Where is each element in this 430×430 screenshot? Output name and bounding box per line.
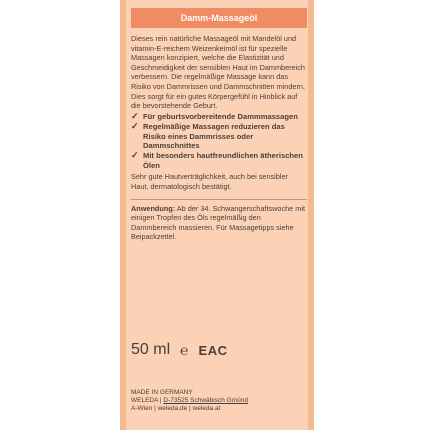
benefit-text: Für geburtsvorbereitende Dammmassagen (143, 111, 298, 121)
product-title: Damm-Massageöl (180, 13, 258, 23)
eac-certification-mark: EAC (198, 342, 228, 358)
address-line (131, 397, 248, 405)
package-edge-left (120, 0, 126, 430)
benefit-text: Mit besonders hautfreundlichen ätherischen Ölen (143, 151, 303, 170)
benefit-item (131, 151, 307, 170)
volume-label: 50 ml (131, 341, 171, 358)
benefit-list (131, 112, 307, 170)
section-divider (131, 199, 307, 200)
product-package (120, 0, 314, 430)
web-line: A-Wien | weleda.de | weleda.at (131, 405, 221, 412)
checkmark-icon: ✓ (131, 121, 139, 132)
postal-code: D-73525 (163, 397, 189, 404)
skin-tolerance-note: Sehr gute Hautverträglichkeit, auch bei sensibler Haut, dermatologisch bestätigt. (131, 172, 288, 191)
product-description: Dieses rein natürliche Massageöl mit Mandelöl und vitamin-E-reichem Weizenkeimöl ist für spezielle Massagen konzipiert, welche die Elastizität und Geschmeidigkeit der sensiblen Haut im Dammbereich verbessern. Die regelmäßige Massage kann das Risiko von Dammrissen und Dammschnitten mindern. Dies sorgt für ein gutes Körpergefühl in Hinblick auf die bevorstehende Geburt. (131, 34, 305, 111)
city-name: Schwäbisch Gmünd (188, 397, 248, 404)
made-in-line: MADE IN GERMANY (131, 389, 193, 396)
estimated-sign-icon: ℮ (180, 342, 189, 358)
benefit-text: Regelmäßige Massagen reduzieren das Risiko eines Dammrisses oder Dammschnittes (143, 122, 285, 150)
benefit-item (131, 112, 307, 121)
usage-text: Ab der 34. Schwangerschaftswoche mit einigen Tropfen des Öls regelmäßig den Dammbereich massieren. Für Massagetipps siehe Beipackzettel. (131, 203, 305, 242)
manufacturer-footer (131, 389, 248, 413)
checkmark-icon: ✓ (131, 110, 139, 121)
usage-instructions (131, 204, 307, 242)
benefit-item (131, 122, 307, 150)
checkmark-icon: ✓ (131, 150, 139, 161)
volume-row (131, 341, 227, 359)
title-bar (131, 8, 307, 28)
package-content (131, 0, 307, 249)
package-edge-right (308, 0, 314, 430)
usage-label: Anwendung: (131, 203, 176, 213)
brand-name: WELEDA | (131, 397, 164, 404)
